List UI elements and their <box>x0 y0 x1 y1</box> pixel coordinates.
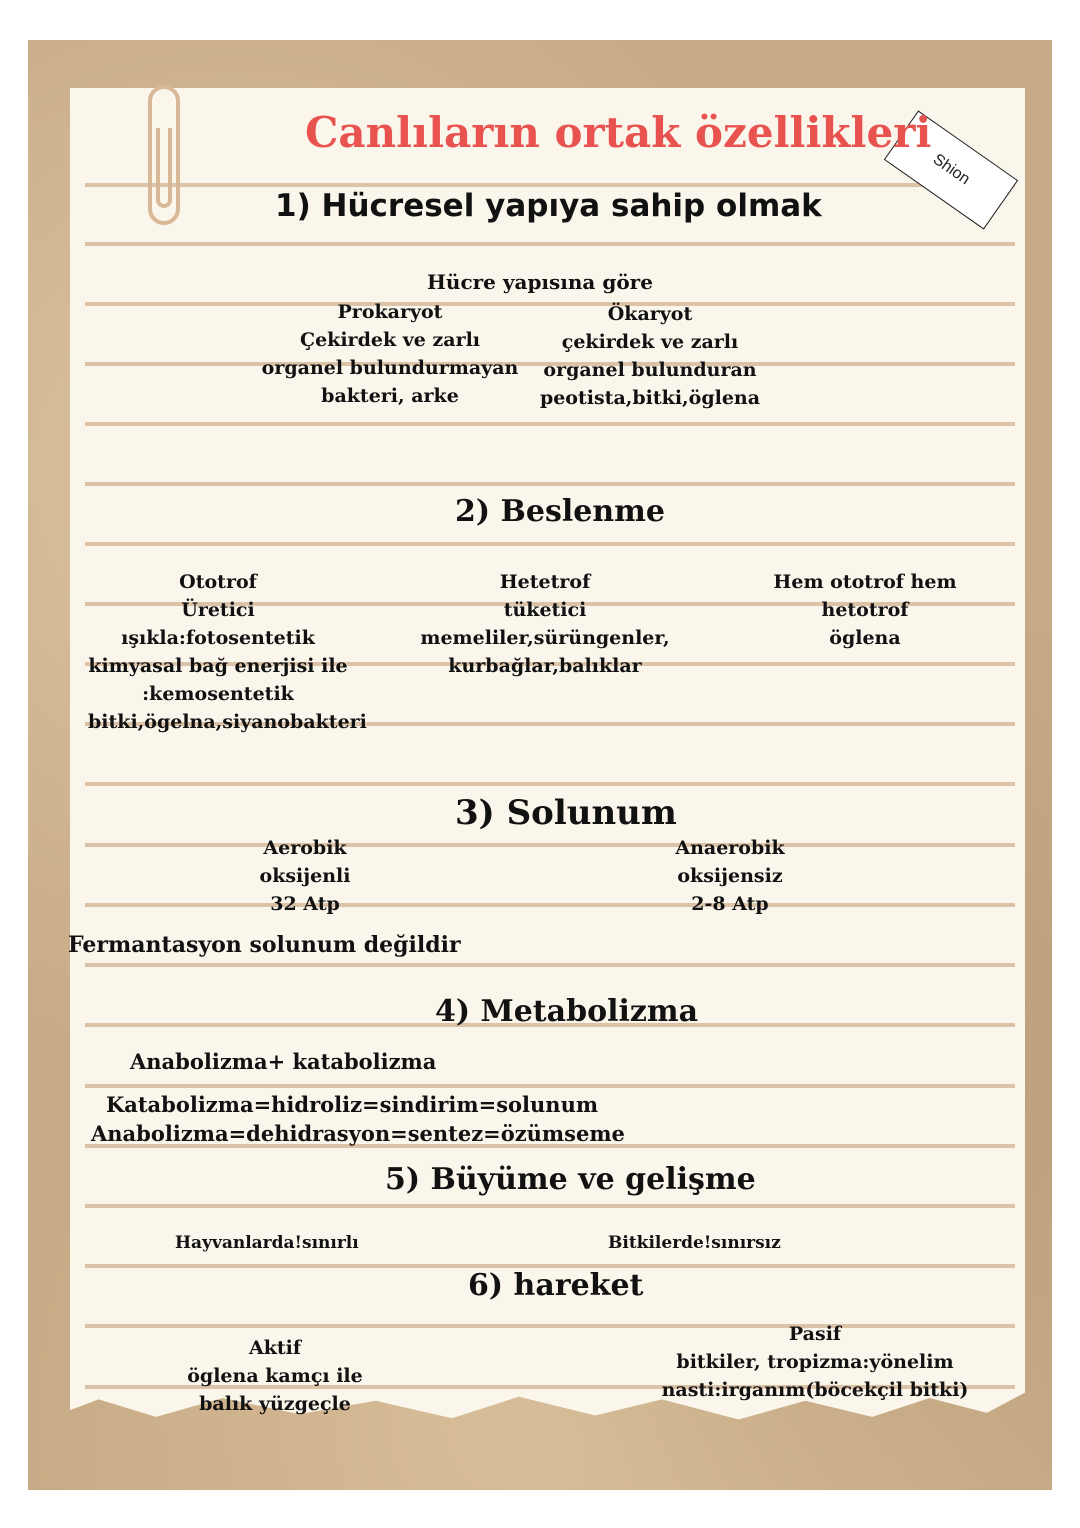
rule-line <box>85 963 1015 967</box>
anaerobic-block <box>645 834 815 918</box>
metabolism-line-2: Katabolizma=hidroliz=sindirim=solunum <box>106 1092 599 1117</box>
prokaryote-line: Çekirdek ve zarlı <box>299 329 481 351</box>
cell-structure-subheading: Hücre yapısına göre <box>427 270 653 294</box>
aerobic-line: Aerobik <box>263 837 347 859</box>
anaerobic-line: Anaerobik <box>675 837 785 859</box>
prokaryote-line: organel bulundurmayan <box>261 357 519 379</box>
passive-movement-line: bitkiler, tropizma:yönelim <box>676 1351 954 1373</box>
autotroph-line: kimyasal bağ enerjisi ile <box>88 655 348 677</box>
metabolism-line-1: Anabolizma+ katabolizma <box>130 1049 437 1074</box>
eukaryote-line: çekirdek ve zarlı <box>561 331 739 353</box>
animal-growth: Hayvanlarda!sınırlı <box>175 1233 359 1253</box>
eukaryote-block <box>530 300 770 412</box>
anaerobic-line: oksijensiz <box>677 865 783 887</box>
mixotroph-line: Hem ototrof hem <box>773 571 957 593</box>
rule-line <box>85 482 1015 486</box>
page-title: Canlıların ortak özellikleri <box>305 108 932 157</box>
active-movement-line: balık yüzgeçle <box>199 1393 351 1415</box>
paperclip-inner-icon <box>156 128 172 208</box>
passive-movement-line: Pasif <box>788 1323 842 1345</box>
autotroph-line: :kemosentetik <box>142 683 294 705</box>
section-2-heading: 2) Beslenme <box>455 494 665 529</box>
mixotroph-line: öglena <box>829 627 901 649</box>
section-4-heading: 4) Metabolizma <box>435 994 699 1029</box>
section-1-heading: 1) Hücresel yapıya sahip olmak <box>275 188 822 224</box>
prokaryote-line: bakteri, arke <box>321 385 459 407</box>
eukaryote-line: peotista,bitki,öglena <box>539 387 761 409</box>
rule-line <box>85 1204 1015 1208</box>
autotroph-block <box>88 568 367 736</box>
heterotroph-line: tüketici <box>503 599 587 621</box>
mixotroph-block <box>760 568 970 652</box>
eukaryote-line: organel bulunduran <box>543 359 757 381</box>
active-movement-line: öglena kamçı ile <box>187 1365 363 1387</box>
autotroph-line: Ototrof <box>179 571 257 593</box>
rule-line <box>85 183 1015 187</box>
active-movement-block <box>175 1334 375 1418</box>
section-5-heading: 5) Büyüme ve gelişme <box>385 1162 756 1197</box>
anaerobic-line: 2-8 Atp <box>691 893 769 915</box>
section-3-heading: 3) Solunum <box>455 793 677 833</box>
author-tag-label: Shion <box>929 150 973 189</box>
section-6-heading: 6) hareket <box>468 1268 644 1303</box>
heterotroph-line: Hetetrof <box>499 571 591 593</box>
active-movement-line: Aktif <box>248 1337 302 1359</box>
rule-line <box>85 1084 1015 1088</box>
aerobic-line: oksijenli <box>259 865 351 887</box>
prokaryote-block <box>250 298 530 410</box>
rule-line <box>85 242 1015 246</box>
aerobic-block <box>220 834 390 918</box>
heterotroph-line: kurbağlar,balıklar <box>448 655 642 677</box>
mixotroph-line: hetotrof <box>821 599 909 621</box>
plant-growth: Bitkilerde!sınırsız <box>608 1233 781 1253</box>
autotroph-line: Üretici <box>181 599 255 621</box>
prokaryote-line: Prokaryot <box>337 301 443 323</box>
rule-line <box>85 542 1015 546</box>
fermentation-note: Fermantasyon solunum değildir <box>68 932 461 958</box>
rule-line <box>85 422 1015 426</box>
passive-movement-line: nasti:irganım(böcekçil bitki) <box>661 1379 969 1401</box>
passive-movement-block <box>660 1320 970 1404</box>
autotroph-line: bitki,ögelna,siyanobakteri <box>88 711 367 733</box>
aerobic-line: 32 Atp <box>270 893 340 915</box>
metabolism-line-3: Anabolizma=dehidrasyon=sentez=özümseme <box>91 1121 625 1146</box>
autotroph-line: ışıkla:fotosentetik <box>121 627 315 649</box>
rule-line <box>85 782 1015 786</box>
heterotroph-block <box>420 568 670 680</box>
heterotroph-line: memeliler,sürüngenler, <box>420 627 670 649</box>
eukaryote-line: Ökaryot <box>607 303 693 325</box>
